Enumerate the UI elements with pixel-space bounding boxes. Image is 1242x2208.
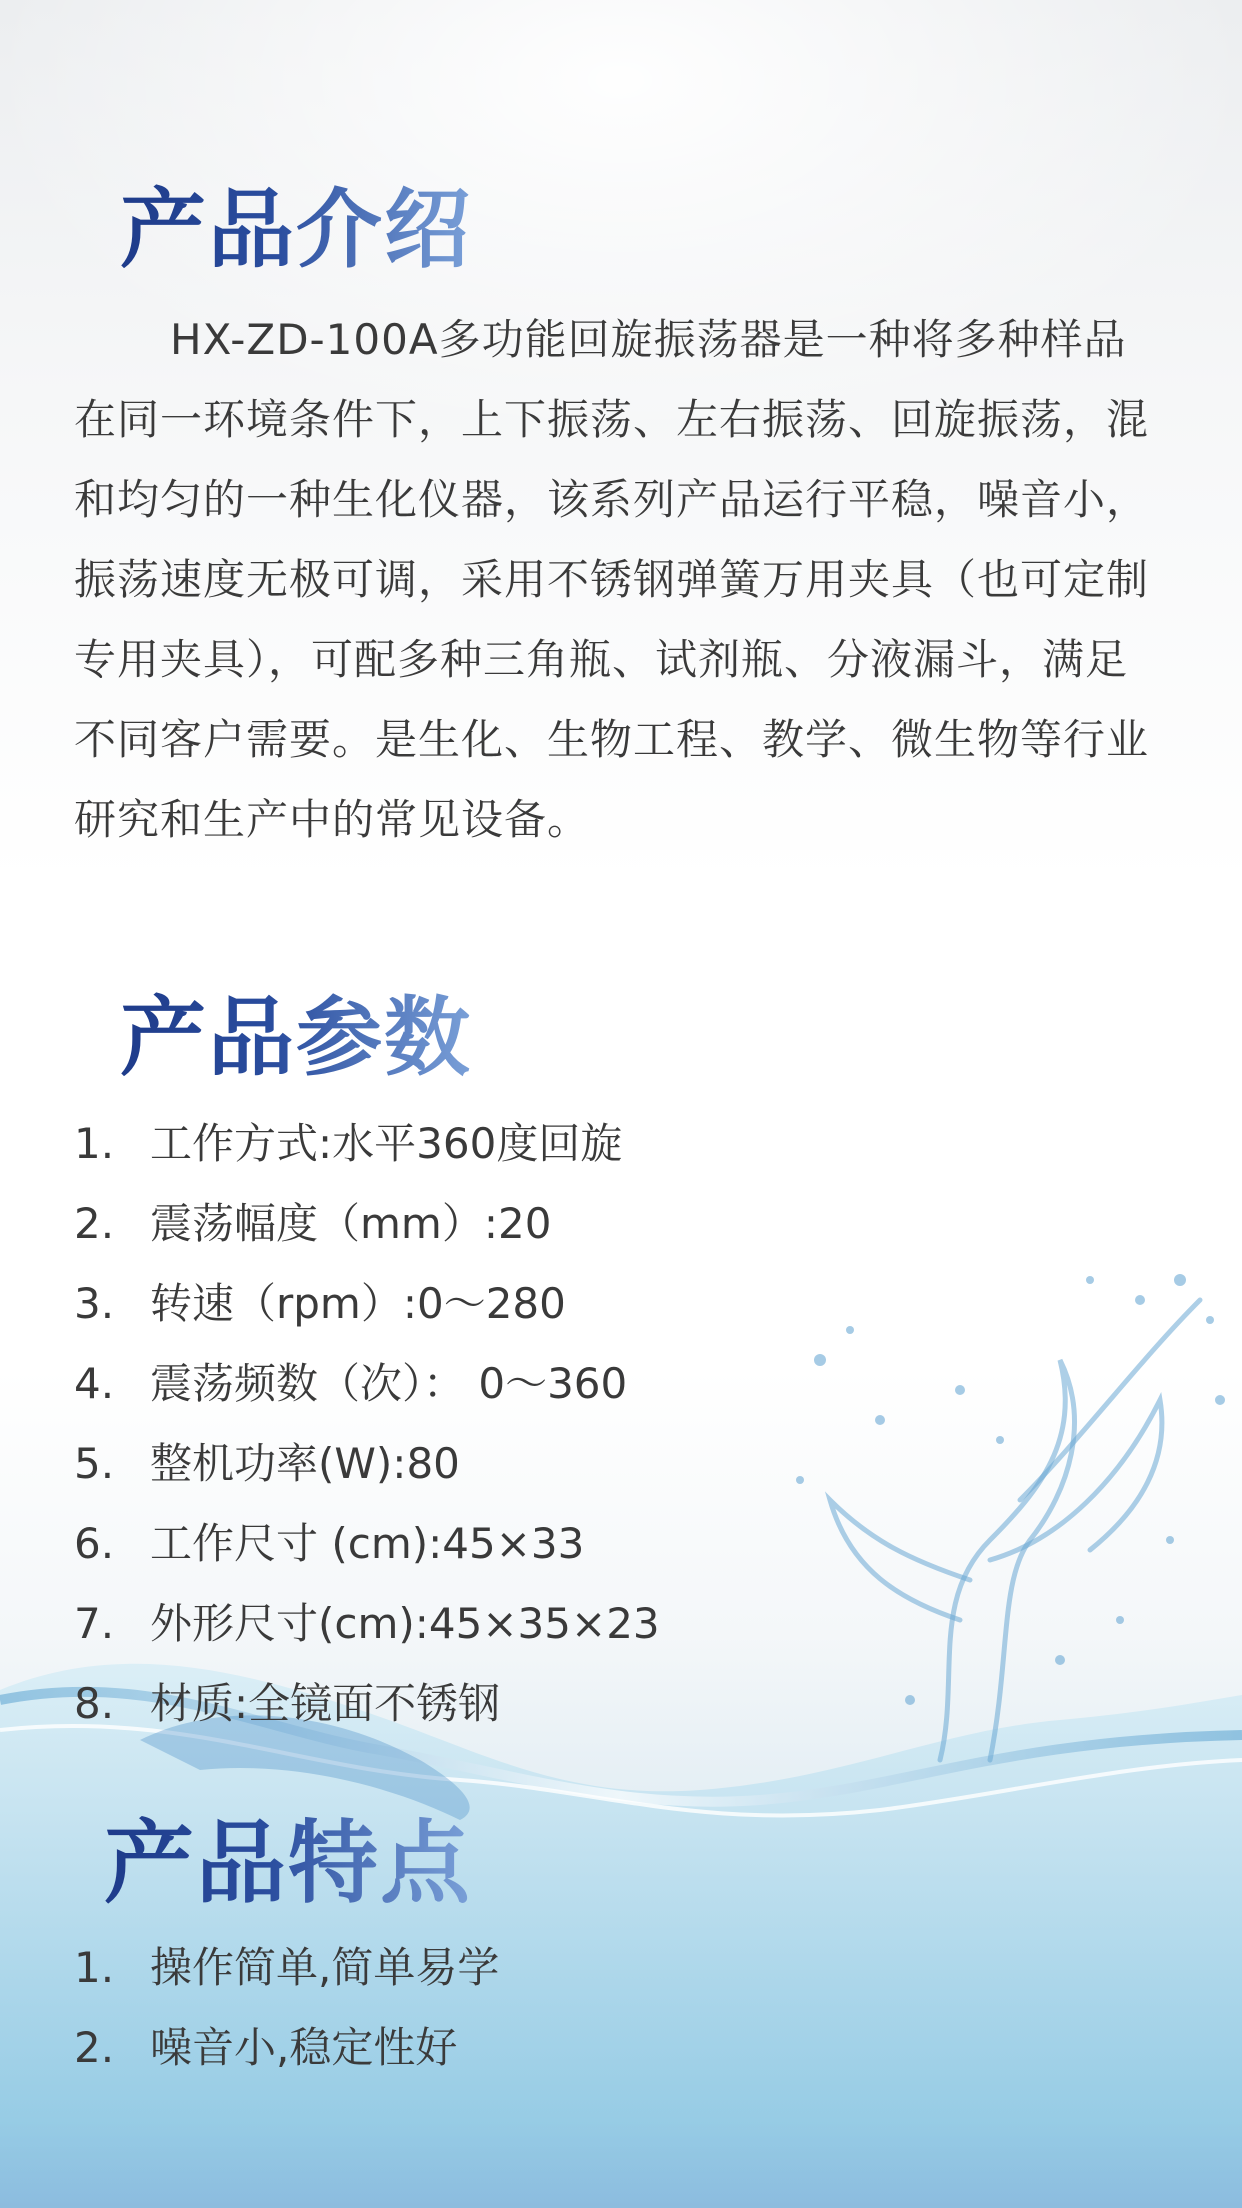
features-list — [74, 1928, 499, 2088]
list-number: 1. — [74, 1943, 115, 1992]
list-number: 4. — [74, 1359, 115, 1408]
list-item — [74, 1344, 660, 1424]
list-number: 3. — [74, 1279, 115, 1328]
product-intro-title: 产品介绍 — [120, 160, 472, 284]
param-text: 工作方式:水平360度回旋 — [150, 1119, 623, 1168]
list-item — [74, 1504, 660, 1584]
param-text: 外形尺寸(cm):45×35×23 — [150, 1599, 660, 1648]
list-item — [74, 1184, 660, 1264]
param-text: 整机功率(W):80 — [150, 1439, 460, 1488]
product-intro-text: HX-ZD-100A多功能回旋振荡器是一种将多种样品在同一环境条件下，上下振荡、左右振荡、回旋振荡，混和均匀的一种生化仪器，该系列产品运行平稳，噪音小，振荡速度无极可调，采用不锈钢弹簧万用夹具（也可定制专用夹具），可配多种三角瓶、试剂瓶、分液漏斗，满足不同客户需要。是生化、生物工程、教学、微生物等行业研究和生产中的常见设备。 — [74, 315, 1150, 844]
param-text: 震荡幅度（mm）:20 — [150, 1199, 552, 1248]
list-number: 6. — [74, 1519, 115, 1568]
list-item — [74, 1264, 660, 1344]
param-text: 材质:全镜面不锈钢 — [150, 1679, 501, 1728]
list-item — [74, 2008, 499, 2088]
params-list — [74, 1104, 660, 1744]
product-params-title: 产品参数 — [120, 968, 472, 1092]
list-item — [74, 1664, 660, 1744]
list-number: 7. — [74, 1599, 115, 1648]
product-features-title: 产品特点 — [104, 1790, 472, 1920]
param-text: 震荡频数（次）： 0～360 — [150, 1359, 628, 1408]
list-number: 2. — [74, 2023, 115, 2072]
list-number: 5. — [74, 1439, 115, 1488]
list-item — [74, 1424, 660, 1504]
feature-text: 噪音小,稳定性好 — [150, 2023, 458, 2072]
param-text: 工作尺寸 (cm):45×33 — [150, 1519, 585, 1568]
list-number: 1. — [74, 1119, 115, 1168]
list-number: 8. — [74, 1679, 115, 1728]
feature-text: 操作简单,简单易学 — [150, 1943, 500, 1992]
water-splash-decoration — [760, 1240, 1240, 1800]
param-text: 转速（rpm）:0～280 — [150, 1279, 566, 1328]
list-item — [74, 1104, 660, 1184]
list-item — [74, 1584, 660, 1664]
list-number: 2. — [74, 1199, 115, 1248]
list-item — [74, 1928, 499, 2008]
